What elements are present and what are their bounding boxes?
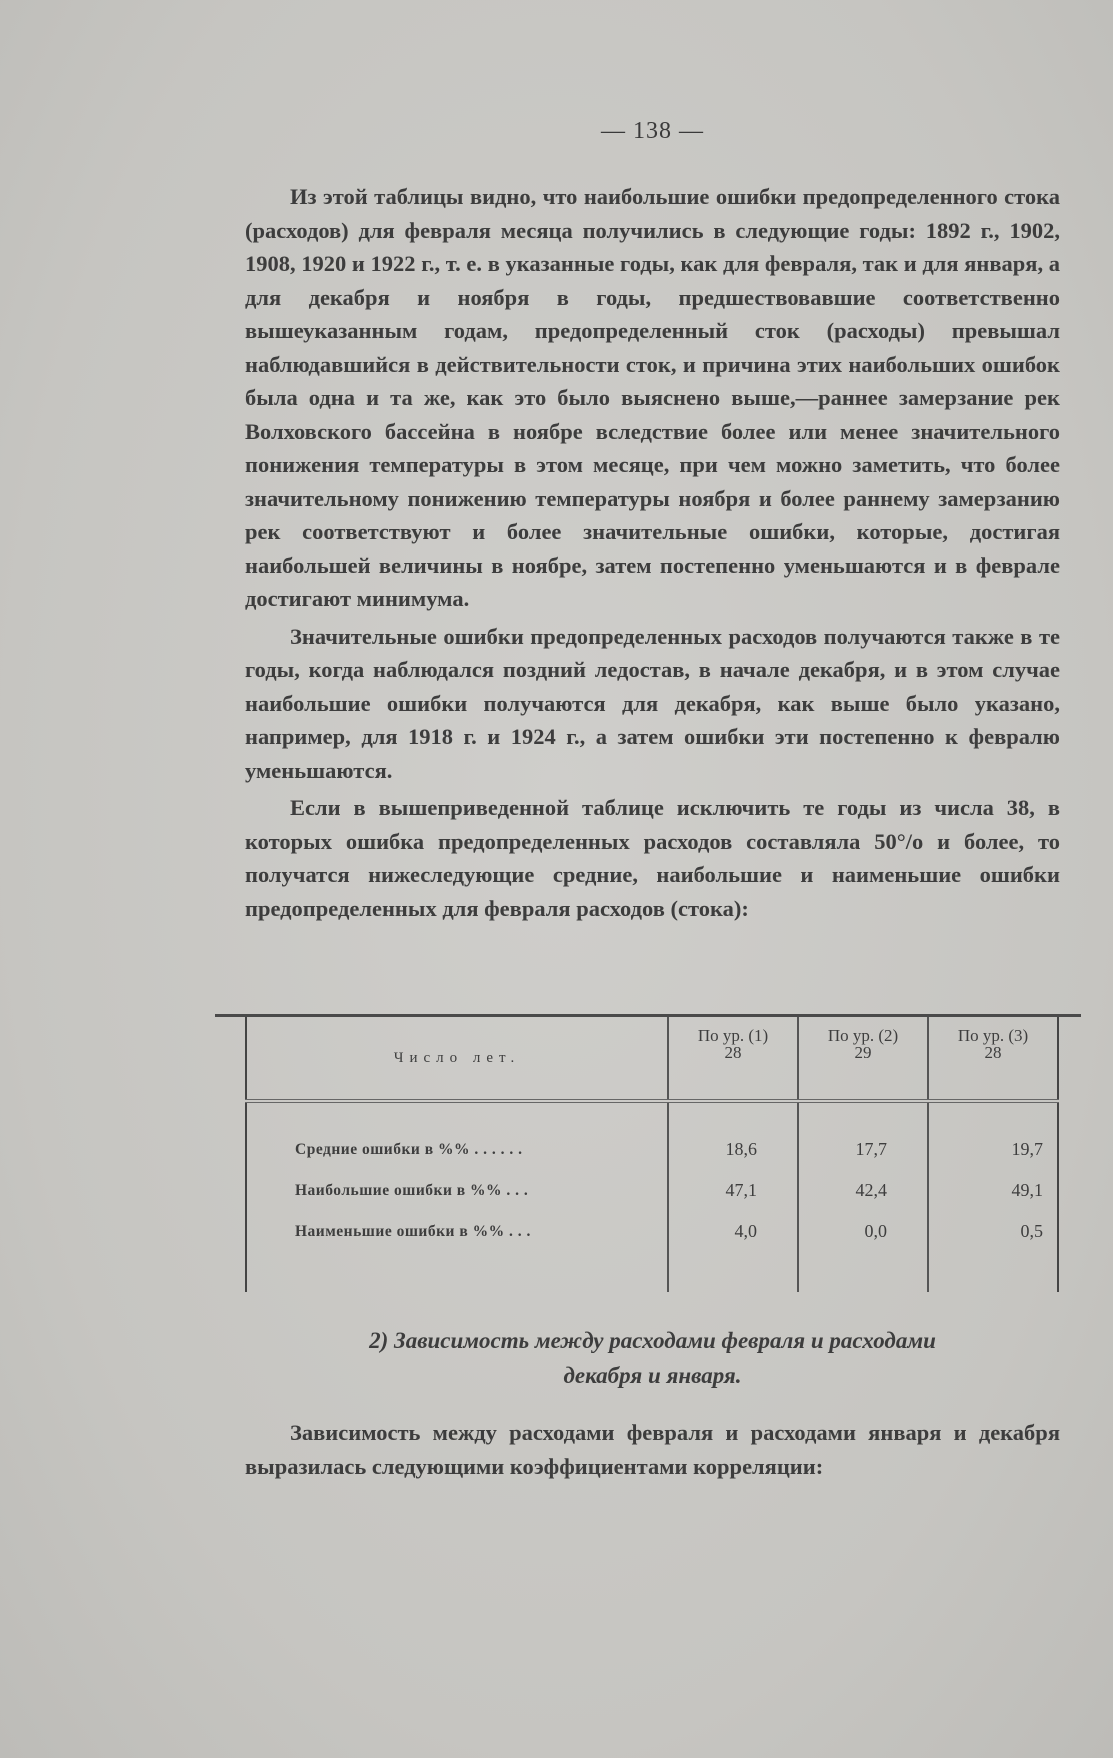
paragraph: Из этой таблицы видно, что наибольшие ошибки предопределенного стока (расходов) для февраля месяца получились в следующие годы: 1892 г., 1902, 1908, 1920 и 1922 г., т. е. в указанные годы, как для февраля, так и для января, а для декабря и ноября в годы, предшествовавшие соответственно вышеуказанным годам, предопределенный сток (расходы) превышал наблюдавшийся в действительности сток, и причина этих наибольших ошибок была одна и та же, как это было выяснено выше,—раннее замерзание рек Волховского бассейна в ноябре вследствие более или менее значительного понижения температуры в этом месяце, при чем можно заметить, что более значительному понижению температуры ноября и более раннему замерзанию рек соответствуют и более значительные ошибки, которые, достигая наибольшей величины в ноябре, затем постепенно уменьшаются и в феврале достигают минимума. [245,184,1060,611]
table-cell: 17,7 [798,1129,928,1170]
table-row [246,1129,1058,1170]
table-cell: 4,0 [668,1211,798,1252]
paragraph: Если в вышеприведенной таблице исключить те годы из числа 38, в которых ошибка предопределенных расходов составляла 50°/o и более, то получатся нижеследующие средние, наибольшие и наименьшие ошибки предопределенных для февраля расходов (стока): [245,795,1060,921]
table-header-row [246,1017,1058,1101]
column-header [668,1017,798,1101]
section-heading-line: декабря и января. [563,1363,742,1388]
paragraph: Значительные ошибки предопределенных расходов получаются также в те годы, когда наблюдался поздний ледостав, в начале декабря, и в этом случае наибольшие ошибки получаются для декабря, как выше было указано, например, для 1918 г. и 1924 г., а затем ошибки эти постепенно к февралю уменьшаются. [245,623,1060,783]
column-header [928,1017,1058,1101]
column-header [798,1017,928,1101]
table-cell: 47,1 [668,1170,798,1211]
row-label: Наибольшие ошибки в %% . . . [246,1170,668,1211]
table-cell: 42,4 [798,1170,928,1211]
table-spacer-row [246,1101,1058,1129]
table-cell: 18,6 [668,1129,798,1170]
paragraph: Зависимость между расходами февраля и расходами января и декабря выразилась следующими коэффициентами корреляции: [245,1420,1060,1479]
header-label: Число лет. [246,1017,668,1101]
body-text-bottom [245,1416,1060,1483]
section-heading-line: 2) Зависимость между расходами февраля и расходами [369,1328,936,1353]
row-label: Наименьшие ошибки в %% . . . [246,1211,668,1252]
table-cell: 0,0 [798,1211,928,1252]
column-title: По ур. (2) [827,1026,899,1045]
data-table [245,1017,1059,1292]
column-count: 28 [984,1043,1002,1062]
body-text-top [245,180,1060,925]
table-cell: 49,1 [928,1170,1058,1211]
column-count: 29 [854,1043,872,1062]
table-cell: 19,7 [928,1129,1058,1170]
table-spacer-row [246,1252,1058,1292]
page-number: — 138 — [601,118,704,144]
table-row [246,1211,1058,1252]
column-title: По ур. (1) [697,1026,769,1045]
column-title: По ур. (3) [957,1026,1029,1045]
column-count: 28 [724,1043,742,1062]
table-cell: 0,5 [928,1211,1058,1252]
error-table [215,1014,1081,1292]
table-row [246,1170,1058,1211]
row-label: Средние ошибки в %% . . . . . . [246,1129,668,1170]
section-heading [245,1323,1060,1393]
